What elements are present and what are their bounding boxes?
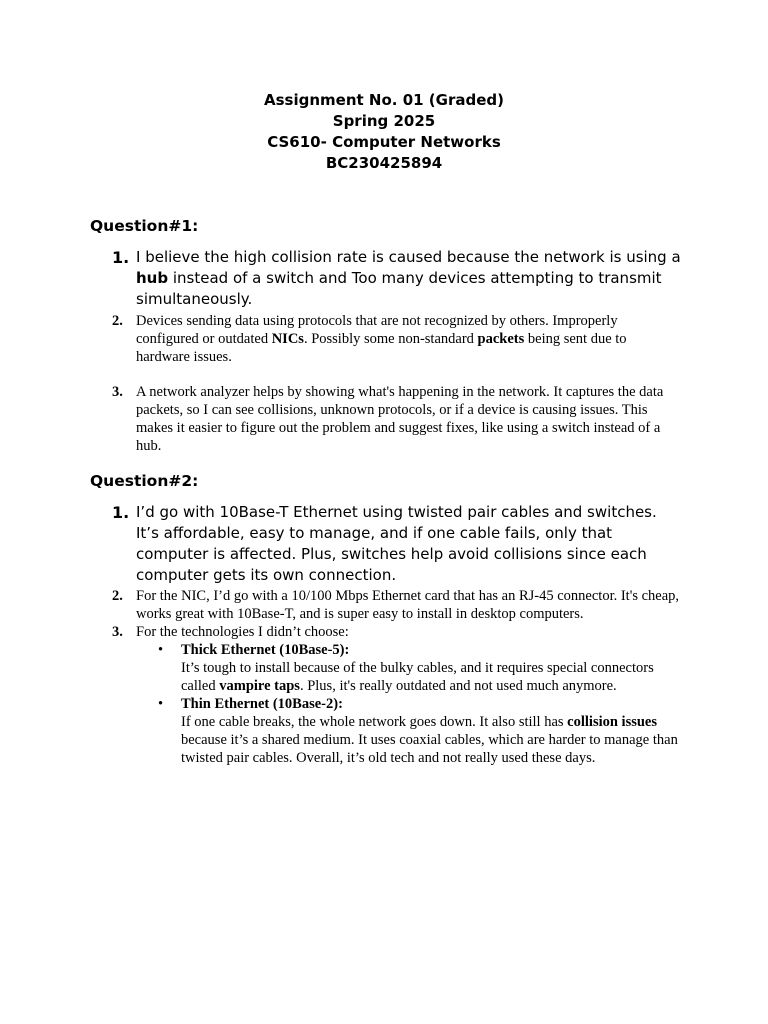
answer-text: Devices sending data using protocols that are not recognized by others. Improperly configured or outdated NICs. Possibly some non-standard packets being sent due to hardware issues. [136,313,627,365]
bullet-title: Thin Ethernet (10Base-2): [181,696,343,712]
assignment-header [0,90,768,174]
answer-text: I’d go with 10Base-T Ethernet using twisted pair cables and switches. It’s affordable, easy to manage, and if one cable fails, only that computer is affected. Plus, switches help avoid collisions since each computer gets its own connection. [136,503,657,584]
answer-text: I believe the high collision rate is caused because the network is using a hub instead of a switch and Too many devices attempting to transmit simultaneously. [136,248,681,308]
q2-answer-1 [112,502,682,586]
list-number: 3. [112,624,123,640]
question-2-heading: Question#2: [90,472,199,490]
bullet-icon: • [158,696,164,712]
bullet-text: Thick Ethernet (10Base-5): It’s tough to install because of the bulky cables, and it requires special connectors called vampire taps. Plus, it's really outdated and not used much anymore. [181,642,654,694]
list-number: 2. [112,313,123,329]
q1-answer-2 [112,312,682,366]
list-number: 1. [112,248,130,267]
answer-text: A network analyzer helps by showing what's happening in the network. It captures the data packets, so I can see collisions, unknown protocols, or if a device is causing issues. This makes it easier to figure out the problem and suggest fixes, like using a switch instead of a hub. [136,384,664,454]
q2-answer-3 [112,623,682,641]
list-number: 1. [112,503,130,522]
q1-answer-3 [112,383,682,455]
q2-answer-2 [112,587,682,623]
semester: Spring 2025 [332,112,436,130]
bullet-thin-ethernet [158,695,680,767]
question-1-heading: Question#1: [90,217,199,235]
list-number: 3. [112,384,123,400]
list-number: 2. [112,588,123,604]
q1-answer-1 [112,247,682,310]
bullet-text: Thin Ethernet (10Base-2): If one cable breaks, the whole network goes down. It also still has collision issues because it’s a shared medium. It uses coaxial cables, which are harder to manage than twisted pair cables. Overall, it’s old tech and not really used these days. [181,696,678,766]
answer-text: For the technologies I didn’t choose: [136,624,349,640]
student-id: BC230425894 [325,154,443,172]
assignment-title: Assignment No. 01 (Graded) [264,91,504,109]
bullet-icon: • [158,642,164,658]
bullet-title: Thick Ethernet (10Base-5): [181,642,350,658]
answer-text: For the NIC, I’d go with a 10/100 Mbps Ethernet card that has an RJ-45 connector. It's cheap, works great with 10Base-T, and is super easy to install in desktop computers. [136,588,680,622]
bullet-thick-ethernet [158,641,680,695]
course-name: CS610- Computer Networks [267,133,501,151]
